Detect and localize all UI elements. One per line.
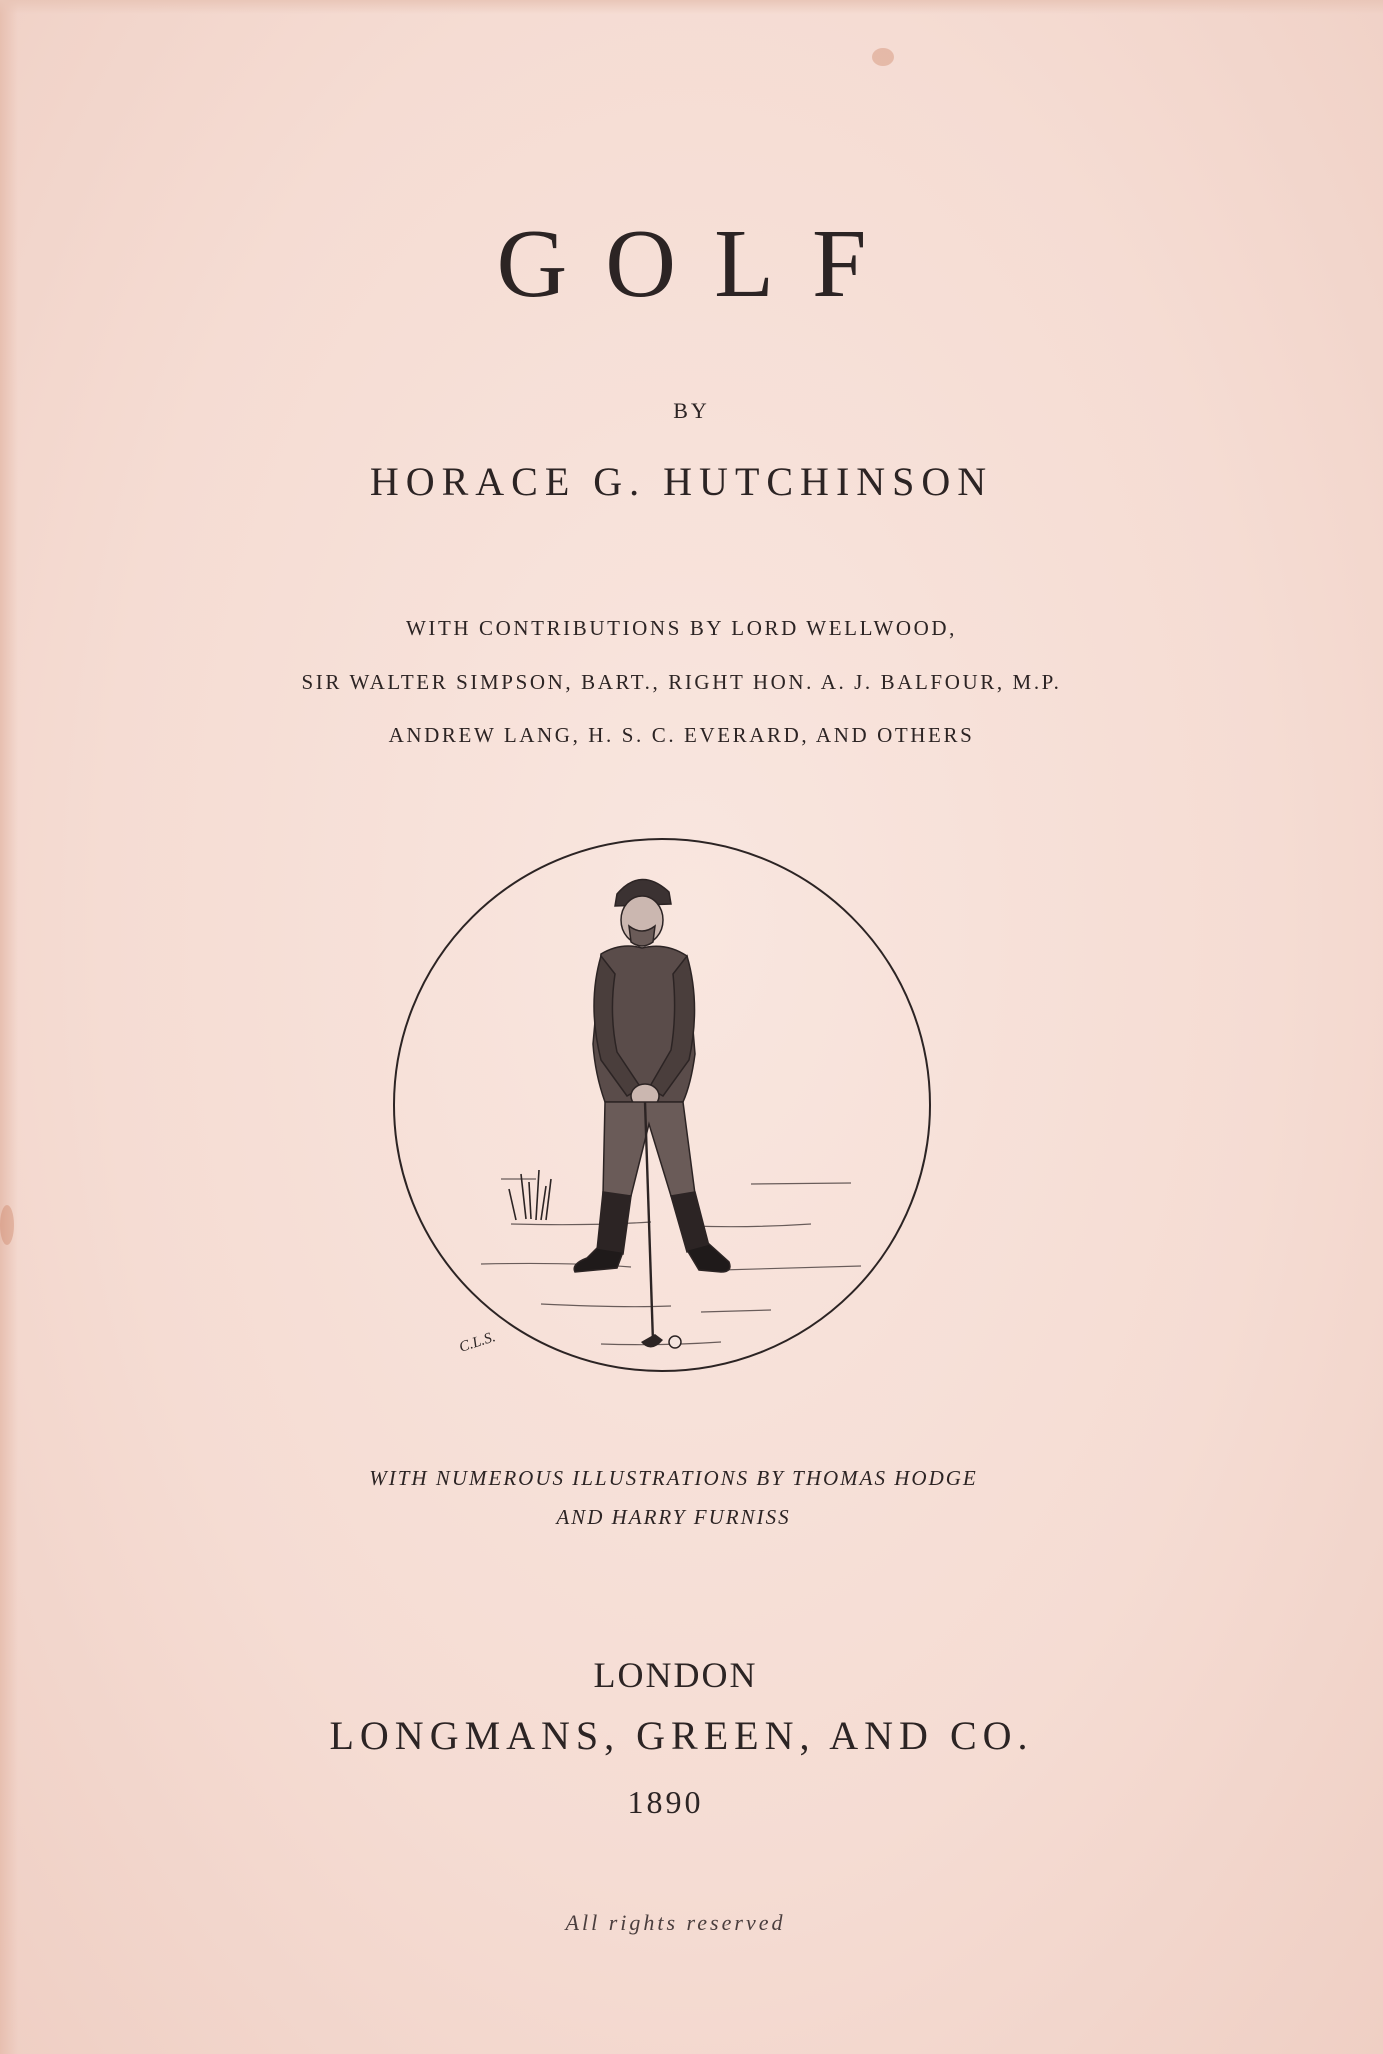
contributors-line-3: ANDREW LANG, H. S. C. EVERARD, AND OTHERS xyxy=(388,723,975,747)
golfer-vignette xyxy=(391,834,933,1376)
imprint-publisher: LONGMANS, GREEN, AND CO. xyxy=(329,1713,1034,1758)
contributors-line-1: WITH CONTRIBUTIONS BY LORD WELLWOOD, xyxy=(405,616,958,640)
page-top-edge xyxy=(0,0,1383,14)
imprint-city: LONDON xyxy=(593,1655,758,1695)
author-name: HORACE G. HUTCHINSON xyxy=(369,459,994,504)
illustrations-line-2: AND HARRY FURNISS xyxy=(556,1505,791,1529)
foxing-spot xyxy=(872,48,894,66)
imprint-year: 1890 xyxy=(627,1784,704,1820)
book-title: GOLF xyxy=(496,210,905,318)
foxing-spot xyxy=(0,1205,14,1245)
illustrations-line-1: WITH NUMEROUS ILLUSTRATIONS BY THOMAS HODGE xyxy=(369,1466,978,1490)
by-line: BY xyxy=(673,398,710,423)
rights-notice: All rights reserved xyxy=(565,1910,786,1935)
svg-text:C.L.S.: C.L.S. xyxy=(457,1329,498,1356)
contributors-line-2: SIR WALTER SIMPSON, BART., RIGHT HON. A. J. BALFOUR, M.P. xyxy=(301,670,1062,694)
